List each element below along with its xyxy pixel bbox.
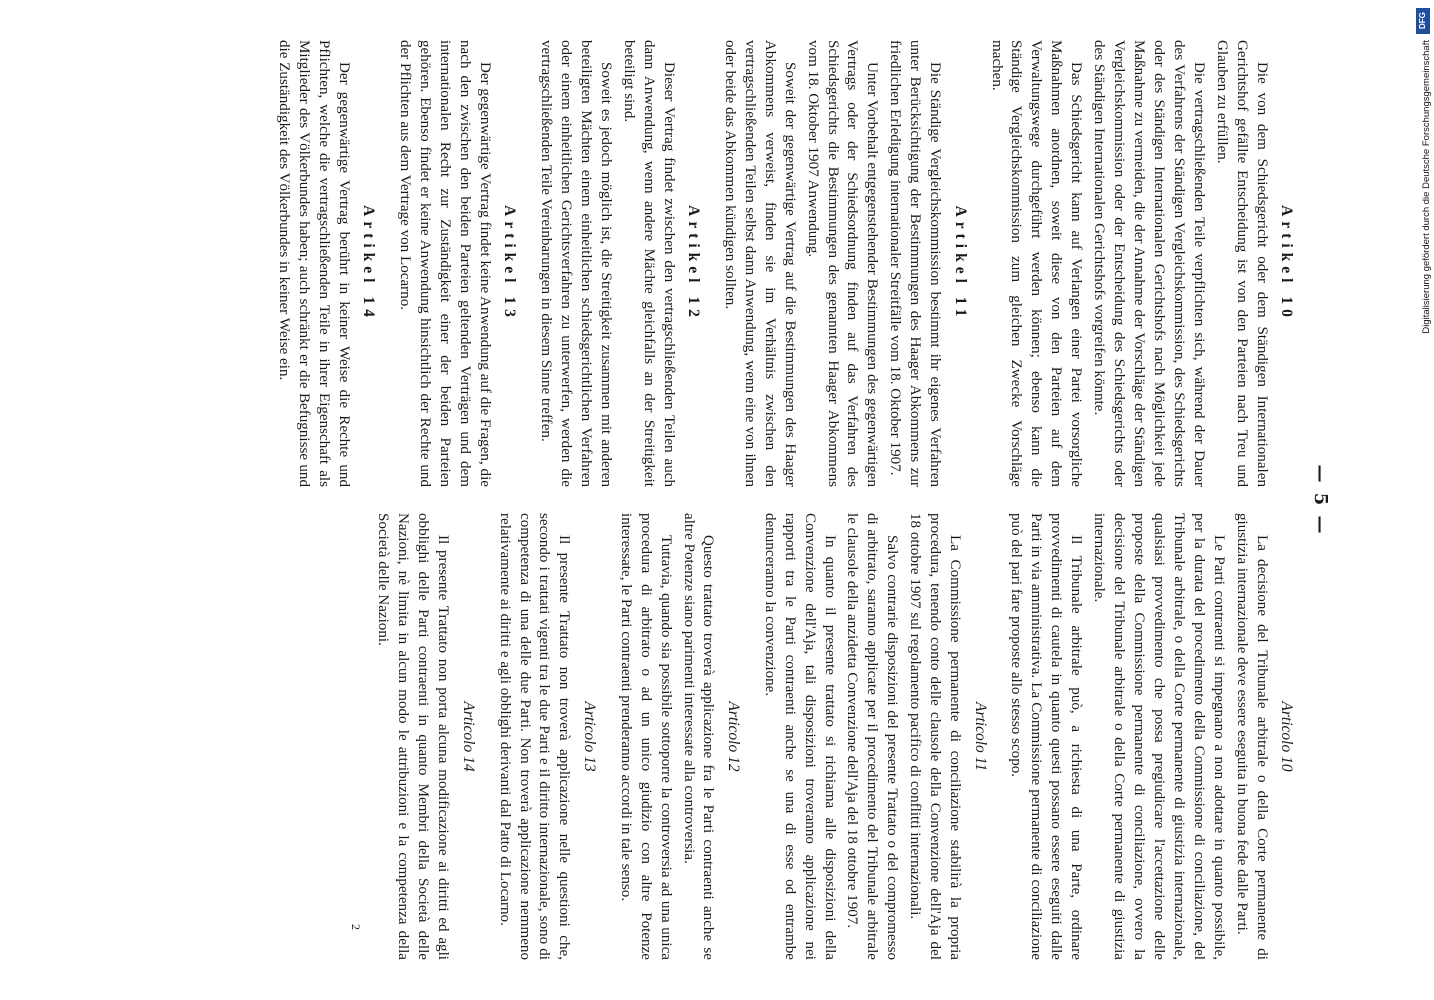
italian-article-heading: Articolo 14 <box>459 701 477 772</box>
italian-article-heading: Articolo 13 <box>580 701 598 772</box>
page-number: — 5 — <box>1310 464 1331 536</box>
italian-article-heading: Articolo 11 <box>971 701 989 772</box>
signature-mark: 2 <box>348 924 363 930</box>
italian-paragraph: Tuttavia, quando sia possibile sottoporre la controversia ad una unica procedura di arbitrato o ad un unico giudizio con altre Potenze interessate, le Parti contraenti prenderanno accordi in tale senso. <box>617 513 674 960</box>
german-paragraph: Unter Vorbehalt entgegenstehender Bestimmungen des gegenwärtigen Vertrags oder der Schiedsordnung finden auf das Verfahren des Schiedsgerichts die Bestimmungen des genannten Haager Abkommens vom 18. Oktober 1907 Anwendung. <box>804 40 881 487</box>
italian-paragraph: Le Parti contraenti si impegnano a non adottare in quanto possibile, per la durata del procedimento della Commissione di conciliazione, del Tribunale arbitrale, o della Corte permanente di giustizia internazionale, qualsiasi provvedimento che possa pregiudicare l'accettazione delle proposte della Commissione permanente di conciliazione, ovvero la decisione del Tribunale arbitrale o della Corte permanente di giustizia internazionale. <box>1091 513 1227 960</box>
german-article-heading: Artikel 10 <box>1278 205 1295 322</box>
german-paragraph: Das Schiedsgericht kann auf Verlangen einer Partei vorsorgliche Maßnahmen anordnen, soweit diese von den Parteien auf dem Verwaltungswege durchgeführt werden können; ebenso kann die Ständige Vergleichskommission zum gleichen Zwecke Vorschläge machen. <box>988 40 1085 487</box>
italian-paragraph: Il Tribunale arbitrale può, a richiesta di una Parte, ordinare provvedimenti di cautela in quanto questi possano essere eseguiti dalle Parti in via amministrativa. La Commissione permanente di conciliazione può del pari fare proposte allo stesso scopo. <box>1008 513 1085 960</box>
german-paragraph: Soweit der gegenwärtige Vertrag auf die Bestimmungen des Haager Abkommens verweist, finden sie im Verhältnis zwischen den vertragschließenden Teilen selbst dann Anwendung, wenn eine von ihnen oder beide das Abkommen kündigen sollten. <box>721 40 798 487</box>
german-paragraph: Dieser Vertrag findet zwischen den vertragschließenden Teilen auch dann Anwendung, wenn andere Mächte gleichfalls an der Streitigkeit beteiligt sind. <box>620 40 677 487</box>
italian-article-heading: Articolo 12 <box>724 701 742 772</box>
italian-paragraph: Questo trattato troverà applicazione fra le Parti contraenti anche se altre Potenze siano parimenti interessate alla controversia. <box>680 513 717 960</box>
german-article-heading: Artikel 12 <box>685 205 703 322</box>
italian-paragraph: Il presente Trattato non porta alcuna modificazione ai diritti ed agli obblighi delle Parti contraenti in quanto Membri della Società delle Nazioni, nè limita in alcun modo le attribuzioni e la competenza della Società delle Nazioni. <box>375 513 452 960</box>
italian-paragraph: In quanto il presente trattato si richiama alle disposizioni della Convenzione dell'Aja, tali disposizioni troveranno applicazione nei rapporti tra le Parti contraenti anche se una di esse od entrambe denunceranno la convenzione. <box>761 513 838 960</box>
italian-paragraph: Salvo contrarie disposizioni del presente Trattato o del compromesso di arbitrato, saranno applicate per il procedimento del Tribunale arbitrale le clausole della anzidetta Convenzione dell'Aja del 18 ottobre 1907. <box>844 513 901 960</box>
dfg-logo: DFG <box>1416 8 1430 34</box>
german-paragraph: Der gegenwärtige Vertrag findet keine Anwendung auf die Fragen, die nach den zwischen den beiden Parteien geltenden Verträgen und dem internationalen Recht zur Zuständigkeit einer der beiden Parteien gehören. Ebenso findet er keine Anwendung hinsichtlich der Rechte und der Pflichten aus dem Vertrage von Locarno. <box>397 40 493 487</box>
german-article-heading: Artikel 13 <box>501 205 519 322</box>
digitization-note: Digitalisierung gefördert durch die Deutsche Forschungsgemeinschaft <box>1421 40 1432 334</box>
german-article-heading: Artikel 11 <box>951 205 969 322</box>
italian-article-heading: Articolo 10 <box>1278 701 1295 772</box>
digitization-sidebar <box>1410 0 1434 1000</box>
italian-paragraph: La Commissione permanente di conciliazione stabilirà la propria procedura, tenendo conto delle clausole della Convenzione dell'Aja del 18 ottobre 1907 sul regolamento pacifico di conflitti internazionali. <box>907 513 964 960</box>
german-article-heading: Artikel 14 <box>360 205 378 322</box>
italian-column <box>95 513 1300 960</box>
german-paragraph: Soweit es jedoch möglich ist, die Streitigkeit zusammen mit anderen beteiligten Mächten einem einheitlichen schiedsgerichtlichen Verfahren oder einem einheitlichen Gerichtsverfahren zu unterwerfen, werden die vertragschließenden Teile Vereinbarungen in diesem Sinne treffen. <box>538 40 614 487</box>
document-page <box>77 0 1357 1000</box>
german-paragraph: Der gegenwärtige Vertrag berührt in keiner Weise die Rechte und Pflichten, welche die vertragschließenden Teile in ihrer Eigenschaft als Mitglieder des Völkerbundes haben; auch schränkt er die Befugnisse und die Zuständigkeit des Völkerbundes in keiner Weise ein. <box>275 40 352 487</box>
german-column <box>95 40 1300 487</box>
german-paragraph: Die vertragschließenden Teile verpflichten sich, während der Dauer des Verfahrens der Ständigen Vergleichskommission, des Schiedsgerichts oder des Ständigen Internationalen Gerichtshofs nach Möglichkeit jede Maßnahme zu vermeiden, die der Annahme der Vorschläge der Ständigen Vergleichskommission oder der Entscheidung des Schiedsgerichts oder des Ständigen Internationalen Gerichtshofs vorgreifen könnte. <box>1091 40 1207 487</box>
italian-paragraph: La decisione del Tribunale arbitrale o della Corte permanente di giustizia internazionale deve essere eseguita in buona fede dalle Parti. <box>1233 513 1270 960</box>
german-paragraph: Die von dem Schiedsgericht oder dem Ständigen Internationalen Gerichtshof gefällte Entscheidung ist von den Parteien nach Treu und Glauben zu erfüllen. <box>1213 40 1270 487</box>
german-paragraph: Die Ständige Vergleichskommission bestimmt ihr eigenes Verfahren unter Berücksichtigung der Bestimmungen des Haager Abkommens zur friedlichen Erledigung internationaler Streitfälle vom 18. Oktober 1907. <box>887 40 944 487</box>
italian-paragraph: Il presente Trattato non troverà applicazione nelle questioni che, secondo i trattati vigenti tra le due Parti e il diritto internazionale, sono di competenza di una delle due Parti. Non troverà applicazione nemmeno relativamente ai diritti e agli obblighi derivanti dal Patto di Locarno. <box>496 513 573 960</box>
